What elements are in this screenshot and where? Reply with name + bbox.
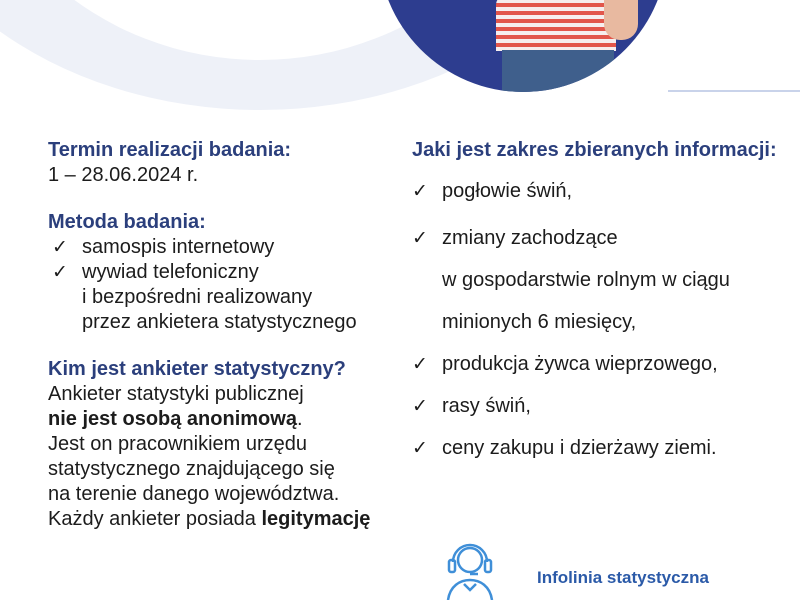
- who-text-5: na terenie danego województwa.: [48, 483, 340, 505]
- check-icon: ✓: [412, 396, 428, 417]
- check-icon: ✓: [412, 438, 428, 459]
- list-item: ✓ rasy świń,: [412, 395, 531, 417]
- left-column: [48, 138, 398, 532]
- who-text-6: Każdy ankieter posiada legitymację: [48, 508, 371, 530]
- check-icon: ✓: [412, 354, 428, 375]
- headset-operator-icon: [440, 534, 500, 600]
- photo-circle: [378, 0, 668, 92]
- striped-shirt: [496, 0, 616, 51]
- header-divider: [668, 90, 800, 92]
- term-heading: Termin realizacji badania:: [48, 139, 292, 161]
- list-item: ✓ samospis internetowy: [48, 235, 398, 260]
- method-list: [48, 235, 398, 335]
- check-icon: ✓: [52, 262, 68, 283]
- who-text-4: statystycznego znajdującego się: [48, 458, 335, 480]
- list-item: ✓ wywiad telefoniczny i bezpośredni realizowany przez ankietera statystycznego: [48, 260, 398, 335]
- list-item: ✓ zmiany zachodzące w gospodarstwie rolnym w ciągu minionych 6 miesięcy,: [412, 227, 730, 333]
- term-value: 1 – 28.06.2024 r.: [48, 164, 199, 186]
- scope-list: [412, 179, 792, 461]
- check-icon: ✓: [52, 237, 68, 258]
- person-arm: [604, 0, 638, 40]
- helpline-title: Infolinia statystyczna: [537, 568, 709, 587]
- who-heading: Kim jest ankieter statystyczny?: [48, 358, 346, 380]
- list-item: ✓ pogłowie świń,: [412, 180, 573, 202]
- check-icon: ✓: [412, 228, 428, 249]
- list-item: ✓ produkcja żywca wieprzowego,: [412, 353, 718, 375]
- right-column: [412, 138, 792, 461]
- method-heading: Metoda badania:: [48, 211, 206, 233]
- who-text-3: Jest on pracownikiem urzędu: [48, 433, 308, 455]
- scope-heading: Jaki jest zakres zbieranych informacji:: [412, 139, 777, 161]
- photo-area: [378, 0, 668, 92]
- check-icon: ✓: [412, 181, 428, 202]
- who-text-2: nie jest osobą anonimową.: [48, 408, 303, 430]
- jeans: [502, 50, 614, 92]
- list-item: ✓ ceny zakupu i dzierżawy ziemi.: [412, 437, 717, 459]
- who-text-1: Ankieter statystyki publicznej: [48, 383, 304, 405]
